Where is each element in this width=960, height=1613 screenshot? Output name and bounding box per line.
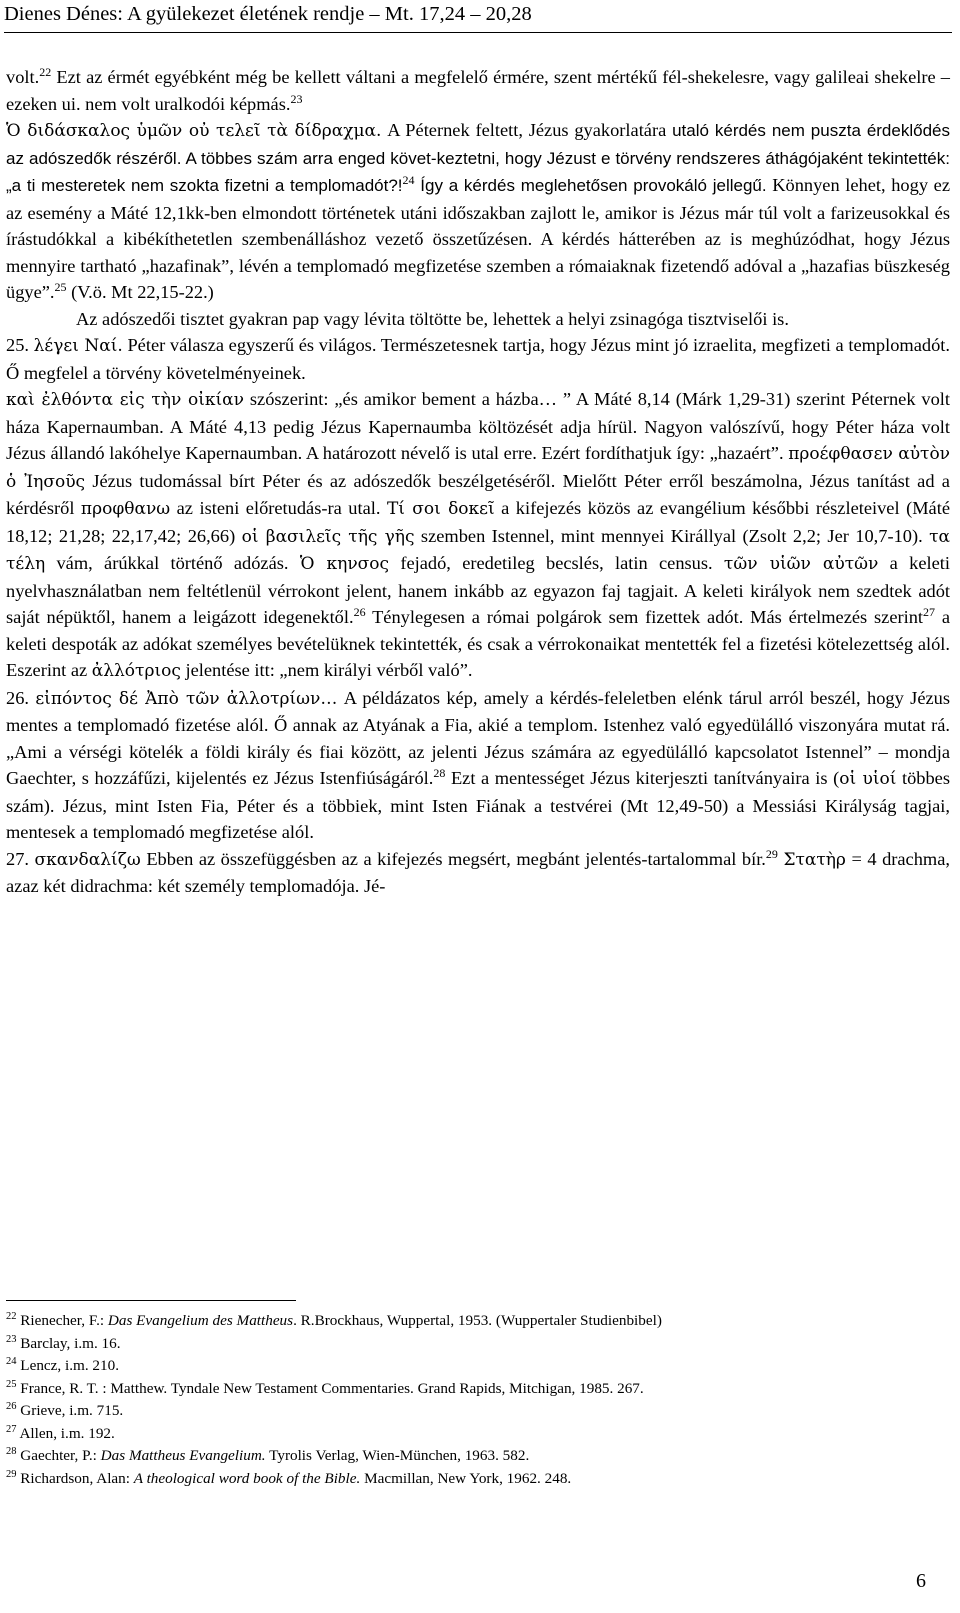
greek-phrase: οἱ υἱοί (839, 769, 897, 789)
greek-phrase: σκανδαλίζω (34, 849, 141, 870)
footnote-text: Rienecher, F.: (20, 1312, 108, 1329)
paragraph-7 (6, 846, 950, 900)
footnote-ref-26[interactable]: 26 (353, 605, 366, 619)
footnote-text: Macmillan, New York, 1962. 248. (360, 1469, 572, 1487)
text: a keleti despoták az adókat személyes bevételüknek tekintették, és csak a vérrokonaikat mentették fel a fizetési kötelezettség alól. Eszerint az (6, 607, 951, 680)
text: Jézus tudomással bírt Péter és az adószedők beszélgetéséről. Mielőtt Péter erről beszámolna, Jézus tanítást ad a kérdésről (6, 470, 950, 518)
verse-number: 25. (6, 335, 34, 355)
paragraph-1 (6, 64, 950, 117)
footnote-24 (6, 1355, 936, 1378)
footnote-25 (6, 1378, 936, 1401)
text: A Péternek feltett, Jézus gyakorlatára (381, 120, 667, 140)
footnote-number: 29 (6, 1468, 17, 1480)
greek-phrase: προέφθασεν αὐτὸν ὁ Ἰησοῦς (6, 444, 951, 492)
footnote-number: 24 (6, 1356, 17, 1367)
footnote-text: Richardson, Alan: (20, 1469, 134, 1487)
paragraph-3: Az adószedői tisztet gyakran pap vagy lévita töltötte be, lehettek a helyi zsinagóga tisztviselői is. (76, 308, 789, 329)
text: = 4 drachma, azaz két didrachma: két személy templomadója. Jé- (6, 848, 950, 896)
greek-phrase: Ὁ κηνσος (299, 554, 390, 574)
paragraph-2 (6, 117, 950, 306)
text: (V.ö. Mt 22,15-22.) (66, 282, 214, 302)
footnote-number: 22 (6, 1311, 17, 1322)
footnote-text: Grieve, i.m. 715. (20, 1402, 124, 1419)
footnote-28 (6, 1445, 936, 1468)
text: szemben Istennel, mint mennyei Királlyal (Zsolt 2,2; Jer 10,7-10). (414, 525, 930, 546)
text: többes szám). Jézus, mint Isten Fia, Péter és a többiek, mint Isten Fiának a testvérei (Mt 12,49-50) a Messiási Királyság tagjai, mentesek a templomadó megfizetése alól. (6, 768, 950, 842)
footnote-text: . R.Brockhaus, Wuppertal, 1953. (Wuppertaler Studienbibel) (293, 1312, 662, 1329)
greek-phrase: ἀλλότριος (91, 661, 181, 681)
text: A példázatos kép, amely a kérdés-feleletben elénk tárul arról beszél, hogy Jézus mentes a templomadó fizetése alól. Ő annak az Atyának a Fia, akié a templom. Istenhez való egyedülálló viszonyára mutat rá. „Ami a vérségi kötelék a földi király és fiai között, az jelenti Jézus számára az egyedülálló kapcsolatot Istennel” – mondja Gaechter, s hozzáfűzi, kijelentés ez Jézus Istenfiúságáról. (6, 687, 951, 788)
text: A kérdés hátterében az is meghúzódhat, hogy Jézus mennyire tartható „hazafinak”, lévén a templomadó megfizetése szemben a rómaiaknak fizetendő adóval a „hazafias büszkeség ügye”. (6, 229, 950, 302)
page-number: 6 (916, 1570, 926, 1592)
footnote-ref-25[interactable]: 25 (54, 280, 67, 294)
footnote-separator (6, 1300, 296, 1301)
greek-phrase: εἰπόντος δέ Ἀπὸ τῶν ἀλλοτρίων… (35, 688, 338, 709)
footnote-text: Tyrolis Verlag, Wien-München, 1963. 582. (265, 1447, 530, 1464)
footnote-text: France, R. T. : Matthew. Tyndale New Testament Commentaries. Grand Rapids, Mitchigan, 1985. 267. (20, 1379, 644, 1397)
greek-phrase: τα τέλη (6, 526, 950, 574)
footnote-text: Barclay, i.m. 16. (20, 1334, 121, 1352)
footnote-26 (6, 1400, 936, 1423)
text: Ténylegesen a római polgárok sem fizettek adót. Más értelmezés szerint (365, 607, 924, 627)
paragraph-5 (6, 386, 950, 685)
footnote-number: 26 (6, 1401, 17, 1412)
greek-phrase: τῶν υἱῶν αὐτῶν (723, 554, 879, 574)
text: volt. (6, 67, 40, 87)
footnote-ref-24[interactable]: 24 (402, 173, 415, 187)
text-sans: Így a kérdés meglehetősen provokáló jellegű. (414, 176, 767, 195)
footnote-title: Das Evangelium des Mattheus (107, 1312, 294, 1329)
text: a keleti nyelvhasználatban nem feltétlenül vérrokont jelent, hanem inkább az egyazon faj tagjait. A keleti királyok nem szedtek adót saját népüktől, hanem a leigázott idegenektől. (6, 553, 950, 627)
verse-number: 26. (6, 687, 36, 708)
footnote-number: 27 (6, 1423, 17, 1435)
text-sans: A többes szám arra enged követ-keztetni, hogy Jézust e törvény rendszeres áthágójaként tekintették: „a ti mesteretek nem szokta fizetni a templomadót?! (6, 148, 950, 195)
footnote-ref-22[interactable]: 22 (39, 65, 52, 79)
footnote-text: Gaechter, P.: (20, 1447, 101, 1464)
text: szószerint: „és amikor bement a házba… ” A Máté 8,14 (Márk 1,29-31) szerint Péternek volt háza Kapernaumban. A Máté 4,13 pedig Jézus Kapernaumba költözését adja hírül. Nagyon valószívű, hogy Péter háza volt Jézus állandó lakóhelye Kapernaumban. A határozott névelő is utal erre. Ezért fordíthatjuk így: „hazaért”. (6, 389, 950, 463)
footnote-number: 28 (6, 1446, 17, 1457)
footnote-ref-29[interactable]: 29 (765, 846, 778, 861)
greek-phrase: λέγει Ναί. (33, 336, 123, 356)
text: Ebben az összefüggésben az a kifejezés megsért, megbánt jelentés-tartalommal bír. (140, 848, 766, 869)
text: fejadó, eredetileg becslés, latin census. (389, 553, 724, 573)
text: Ezt a mentességet Jézus kiterjeszti tanítványaira is ( (445, 768, 840, 788)
paragraph-6 (6, 685, 950, 846)
text: Könnyen lehet, hogy ez az esemény a Máté 12,1kk-ben elmondott történetek utáni időszakban zajlott le, amikor is Jézus már túl volt a farizeusokkal és írástudókkal a kibékíthetetlen szembenálláshoz vezető összetűzésen. (6, 175, 950, 249)
text: Ezt az érmét egyébként még be kellett váltani a megfelelő érmére, szent mértékű fél-shekelesre, vagy galileai shekelre – ezeken ui. nem volt uralkodói képmás. (6, 67, 950, 114)
footnote-27 (6, 1423, 936, 1446)
paragraph-4 (6, 332, 950, 386)
footnote-23 (6, 1333, 936, 1356)
text: jelentése itt: „nem királyi vérből való”. (180, 660, 473, 680)
footnote-title: Das Mattheus Evangelium. (100, 1447, 266, 1464)
greek-phrase: Στατὴρ (783, 849, 846, 870)
verse-number: 27. (6, 848, 35, 869)
greek-phrase: προφθανω (80, 499, 171, 519)
greek-phrase: καὶ ἐλθόντα εἰς τὴν οἰκίαν (6, 390, 244, 410)
greek-phrase: Ὁ διδάσκαλος ὑμῶν οὐ τελεῖ τὰ δίδραχμα. (6, 121, 382, 141)
footnotes (6, 1310, 936, 1490)
footnote-ref-27[interactable]: 27 (923, 605, 936, 619)
greek-phrase: οἱ βασιλεῖς τῆς γῆς (241, 526, 415, 547)
greek-phrase: Τί σοι δοκεῖ (386, 499, 495, 519)
text: Péter válasza egyszerű és világos. Természetesnek tartja, hogy Jézus mint jó izraelita, megfizeti a templomadót. Ő megfelel a törvény követelményeinek. (6, 335, 950, 383)
footnote-text: Allen, i.m. 192. (19, 1424, 115, 1442)
footnote-22 (6, 1310, 936, 1333)
footnote-number: 25 (6, 1378, 17, 1390)
footnote-29 (6, 1468, 936, 1491)
running-header: Dienes Dénes: A gyülekezet életének rendje – Mt. 17,24 – 20,28 (4, 3, 532, 25)
text: vám, árúkkal történő adózás. (45, 553, 300, 573)
footnote-ref-28[interactable]: 28 (433, 766, 446, 780)
footnote-number: 23 (6, 1333, 17, 1345)
header-rule (4, 32, 952, 33)
footnote-text: Lencz, i.m. 210. (20, 1357, 119, 1374)
footnote-title: A theological word book of the Bible. (133, 1469, 361, 1487)
text: a kifejezés közös az evangélium későbbi részleteivel (Máté 18,12; 21,28; 22,17,42; 26,66) (6, 498, 950, 546)
text: az isteni előretudás-ra utal. (170, 498, 387, 518)
footnote-ref-23[interactable]: 23 (290, 91, 303, 106)
body-text (6, 64, 950, 900)
text-sans: utaló kérdés nem puszta érdeklődés az adószedők részéről. (6, 121, 950, 168)
